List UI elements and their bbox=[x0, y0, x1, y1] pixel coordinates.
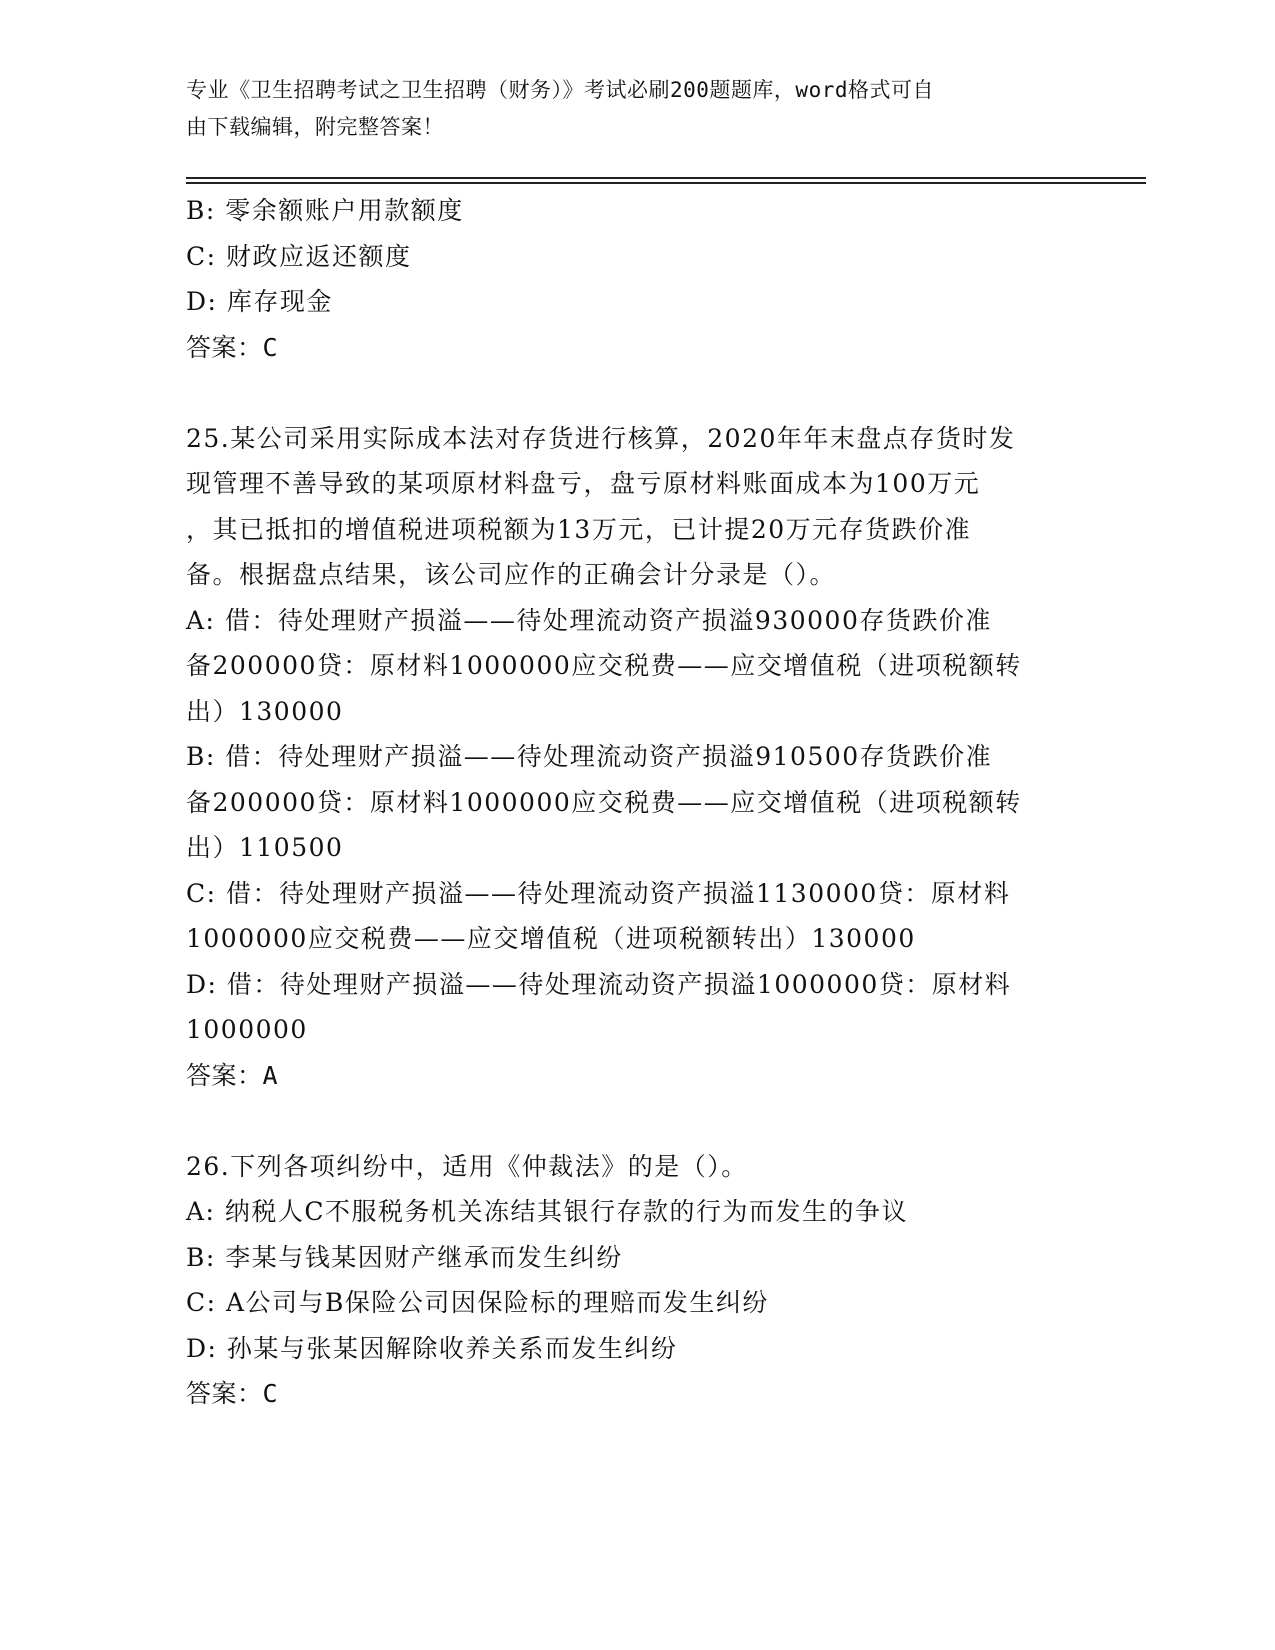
header-line-2: 由下载编辑，附完整答案！ bbox=[186, 115, 444, 139]
q25-stem-line: ，其已抵扣的增值税进项税额为13万元，已计提20万元存货跌价准 bbox=[186, 514, 972, 544]
q25-option-b-line: 备200000贷：原材料1000000应交税费——应交增值税（进项税额转 bbox=[186, 787, 1022, 817]
q25-answer: 答案：A bbox=[186, 1060, 279, 1090]
question-content bbox=[186, 188, 1086, 1417]
document-header bbox=[186, 72, 1066, 146]
q25-option-d-line: D: 借：待处理财产损溢——待处理流动资产损溢1000000贷：原材料 bbox=[186, 969, 1012, 999]
q24-answer: 答案：C bbox=[186, 332, 279, 362]
spacer bbox=[186, 1098, 1086, 1144]
q26-stem: 26.下列各项纠纷中，适用《仲裁法》的是（）。 bbox=[186, 1151, 748, 1181]
q25-stem-line: 备。根据盘点结果，该公司应作的正确会计分录是（）。 bbox=[186, 560, 837, 589]
q25-option-a-line: A: 借：待处理财产损溢——待处理流动资产损溢930000存货跌价准 bbox=[186, 605, 992, 635]
q26-option-d: D: 孙某与张某因解除收养关系而发生纠纷 bbox=[186, 1333, 678, 1363]
q25-stem-line: 现管理不善导致的某项原材料盘亏，盘亏原材料账面成本为100万元 bbox=[186, 469, 981, 498]
q24-option-d: D: 库存现金 bbox=[186, 287, 333, 316]
q25-option-a-line: 出）130000 bbox=[186, 696, 344, 726]
q25-option-c-line: C: 借：待处理财产损溢——待处理流动资产损溢1130000贷：原材料 bbox=[186, 878, 1011, 908]
q25-option-b-line: 出）110500 bbox=[186, 833, 344, 862]
spacer bbox=[186, 370, 1086, 416]
q26-option-a: A: 纳税人C不服税务机关冻结其银行存款的行为而发生的争议 bbox=[186, 1197, 909, 1226]
q25-option-c-line: 1000000应交税费——应交增值税（进项税额转出）130000 bbox=[186, 924, 916, 953]
header-divider-bottom bbox=[186, 182, 1146, 184]
q25-stem-line: 25.某公司采用实际成本法对存货进行核算，2020年年末盘点存货时发 bbox=[186, 423, 1016, 453]
header-divider-top bbox=[186, 177, 1146, 179]
q25-option-a-line: 备200000贷：原材料1000000应交税费——应交增值税（进项税额转 bbox=[186, 651, 1022, 680]
q25-option-d-line: 1000000 bbox=[186, 1015, 308, 1044]
q25-option-b-line: B: 借：待处理财产损溢——待处理流动资产损溢910500存货跌价准 bbox=[186, 742, 993, 771]
q24-option-c: C: 财政应返还额度 bbox=[186, 241, 412, 271]
q26-option-b: B: 李某与钱某因财产继承而发生纠纷 bbox=[186, 1242, 623, 1272]
question-26 bbox=[186, 1144, 1086, 1417]
header-line-1: 专业《卫生招聘考试之卫生招聘（财务）》考试必刷200题题库，word格式可自 bbox=[186, 78, 934, 102]
q26-option-c: C: A公司与B保险公司因保险标的理赔而发生纠纷 bbox=[186, 1288, 769, 1317]
question-25 bbox=[186, 416, 1086, 1099]
q26-answer: 答案：C bbox=[186, 1379, 279, 1408]
question-24 bbox=[186, 188, 1086, 370]
q24-option-b: B: 零余额账户用款额度 bbox=[186, 196, 464, 225]
